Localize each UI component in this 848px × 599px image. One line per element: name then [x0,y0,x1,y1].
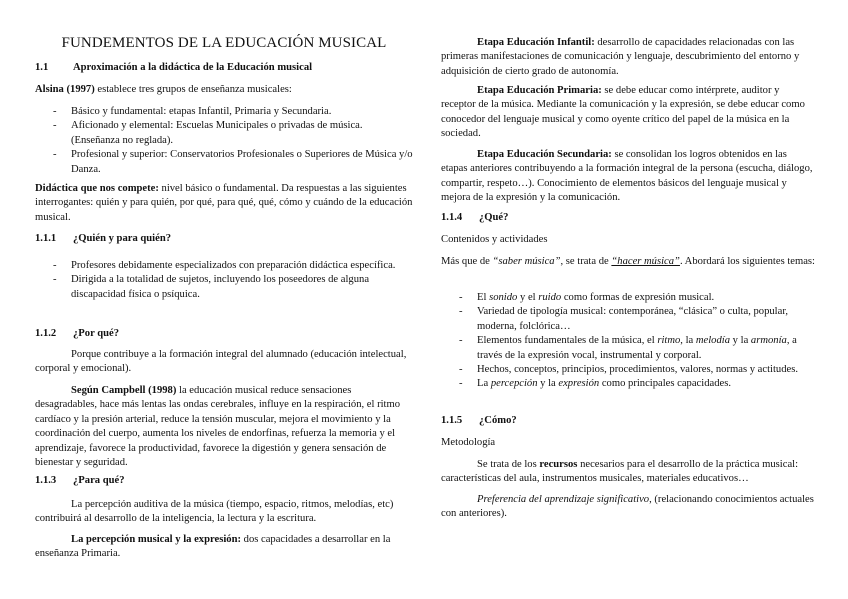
text-run: La percepción auditiva de la música (tiempo, espacio, ritmos, melodías, etc) contribuirá al desarrollo de la inteligencia, la lectura y la escritura. [35,499,394,525]
text-run: ruido [538,292,562,303]
text-run: Básico y fundamental: etapas Infantil, Primaria y Secundaria. [71,106,332,117]
text-run: nivel básico o fundamental. Da respuestas a las siguientes interrogantes: quién y para quién, por qué, para qué, qué, cómo y cuándo de la educación musical. [35,183,413,223]
text-run: expresión [558,378,600,390]
text-run: armonía [750,335,787,347]
dash-bullet-icon: - [53,274,57,286]
paragraph [441,36,815,79]
text-run: La percepción musical y la expresión: [71,534,241,545]
text-run: Contenidos y actividades [441,234,548,245]
text-run: Más que de [441,256,493,267]
section-heading [35,474,413,488]
section-heading [441,211,815,225]
dash-bullet-icon: - [459,306,463,318]
list-item [441,291,815,305]
text-run: Preferencia del aprendizaje significativo [477,494,650,505]
text-run: El [477,292,490,303]
section-number: 1.1.3 [35,475,57,486]
list-item [441,363,815,377]
text-run: percepción [490,378,538,390]
text-run: Dirigida a la totalidad de sujetos, incluyendo los poseedores de alguna discapacidad física o psíquica. [71,274,370,300]
text-run: , a través de la expresión vocal, instrumental y corporal. [477,335,797,361]
text-run: , (relacionando conocimientos actuales con anteriores). [441,494,814,520]
bullet-list [35,105,413,177]
text-run: Metodología [441,437,496,448]
text-run: Profesores debidamente especializados con preparación didáctica específica. [71,260,396,271]
text-run: , se trata de [560,256,612,267]
list-item [35,105,413,119]
text-run: melodía [695,335,731,347]
text-run: necesarios para el desarrollo de la práctica musical: características del aula, instrumentos musicales, materiales educativos… [441,459,799,485]
text-run: Etapa Educación Secundaria: [477,149,612,160]
text-run: Etapa Educación Infantil: [477,37,595,48]
section-number: 1.1.2 [35,328,57,339]
section-heading [35,327,413,341]
text-run: se debe educar como intérprete, auditor y receptor de la música. Mediante la comunicación y la expresión, se debe educar como conocedor del lenguaje musical y como oyente crítico del papel de la música en la sociedad. [441,85,805,140]
paragraph [35,83,413,97]
text-run: ritmo [657,335,681,347]
dash-bullet-icon: - [459,364,463,376]
text-run: Etapa Educación Primaria: [477,85,602,96]
text-run: “hacer música” [611,256,680,267]
section-number: 1.1.5 [441,415,463,426]
paragraph [35,182,413,225]
text-run: Según Campbell (1998) [71,385,177,396]
dash-bullet-icon: - [459,335,463,347]
text-run: Porque contribuye a la formación integral del alumnado (educación intelectual, corporal y emocional). [35,349,407,375]
section-heading [35,61,413,75]
text-run: como formas de expresión musical. [561,292,715,303]
text-run: recursos [539,459,578,470]
list-item [441,305,815,334]
bullet-list [441,291,815,392]
text-run: establece tres grupos de enseñanza musicales: [94,84,292,95]
text-run: Variedad de tipología musical: contemporánea, “clásica” o culta, popular, moderna, folclórica… [477,306,789,332]
paragraph [441,255,815,269]
list-item [441,377,815,391]
paragraph [35,348,413,377]
text-run: la educación musical reduce sensaciones desagradables, hace más lentas las ondas cerebrales, influye en la respiración, el ritmo cardíaco y la presión arterial, reduce la tensión muscular, mejora el movimiento y la coordinación del cuerpo, aumenta los niveles de endorfinas, refuerza la memoria y el aprendizaje, favorece la productividad, favorece la digestión y genera sensación de bienestar y seguridad. [35,385,401,469]
text-run: La [477,378,491,390]
section-heading [441,414,815,428]
section-number: 1.1 [35,62,49,73]
text-run: sonido [489,292,518,303]
list-item [35,119,413,148]
dash-bullet-icon: - [53,120,57,132]
section-title: ¿Para qué? [73,475,125,486]
dash-bullet-icon: - [459,292,463,303]
list-item [35,148,413,177]
text-run: se consolidan los logros obtenidos en las etapas anteriores contribuyendo a la formación integral de la persona (escucha, diálogo, compartir, respeto…). Conocimiento de elementos básicos del lenguaje musical y mejora de la expresión y la comunicación. [441,149,813,204]
section-title: Aproximación a la didáctica de la Educación musical [73,62,313,73]
dash-bullet-icon: - [53,149,57,161]
dash-bullet-icon: - [459,378,463,390]
text-run: Profesional y superior: Conservatorios Profesionales o Superiores de Música y/o Danza. [71,149,413,175]
section-title: ¿Qué? [479,212,509,223]
list-item [441,334,815,363]
paragraph [441,233,815,247]
paragraph [35,384,413,470]
paragraph [441,493,815,522]
text-run: Elementos fundamentales de la música, el [477,335,658,347]
text-run: Alsina (1997) [35,84,95,95]
text-run: Aficionado y elemental: Escuelas Municipales o privadas de música. (Enseñanza no reglada). [71,120,363,146]
paragraph [441,84,815,142]
text-run: desarrollo de capacidades relacionadas con las primeras manifestaciones de comunicación y lenguaje, descubrimiento del entorno y adquisición de cierto grado de autonomía. [441,37,800,77]
section-number: 1.1.1 [35,233,57,244]
text-run: y la [730,335,751,347]
text-run: como principales capacidades. [599,378,731,390]
bullet-list [35,259,413,302]
text-run: y la [537,378,559,390]
list-item [35,273,413,302]
list-item [35,259,413,273]
text-run: , la [680,335,696,347]
text-run: “saber música” [492,256,561,267]
paragraph [441,436,815,450]
section-title: ¿Por qué? [73,328,120,339]
paragraph [35,533,413,562]
section-heading [35,232,413,246]
text-run: Se trata de los [477,459,540,470]
paragraph [441,458,815,487]
section-title: ¿Quién y para quién? [73,233,172,244]
paragraph [35,498,413,527]
text-run: dos capacidades a desarrollar en la enseñanza Primaria. [35,534,391,560]
dash-bullet-icon: - [53,106,57,117]
document-title: FUNDEMENTOS DE LA EDUCACIÓN MUSICAL [61,35,387,51]
text-run: Hechos, conceptos, principios, procedimientos, valores, normas y actitudes. [477,364,798,376]
text-run: . Abordará los siguientes temas: [679,256,815,267]
dash-bullet-icon: - [53,260,57,271]
paragraph [441,148,815,206]
section-number: 1.1.4 [441,212,463,223]
text-run: y el [517,292,539,303]
section-title: ¿Cómo? [479,415,517,426]
text-run: Didáctica que nos compete: [35,183,159,194]
